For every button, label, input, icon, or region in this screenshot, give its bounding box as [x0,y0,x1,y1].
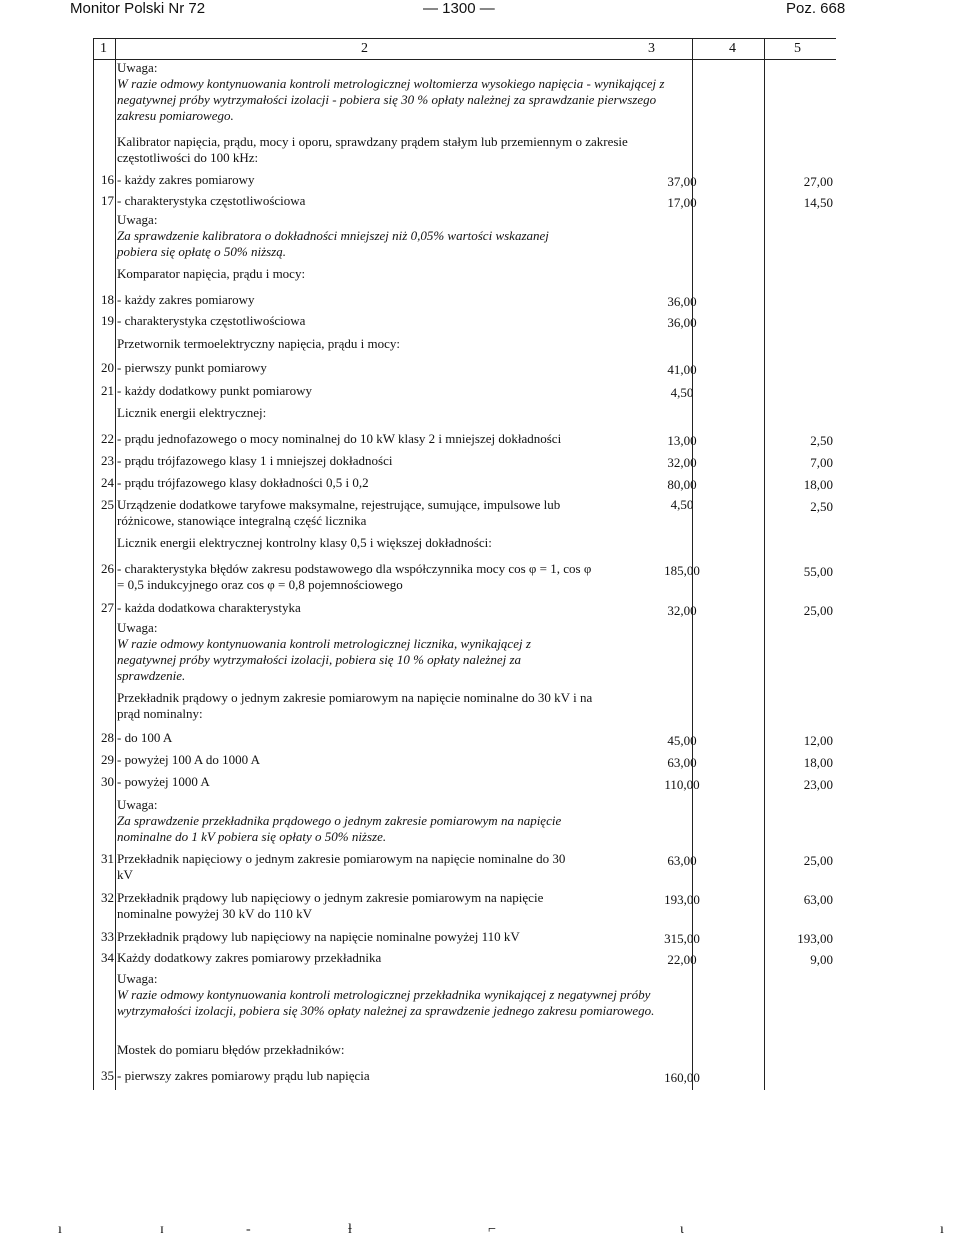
row-number: 32 [101,890,114,905]
fee-col-3: 41,00 [667,362,697,377]
row-number: 28 [101,730,114,745]
row-number: 33 [101,929,114,944]
row-description: - każdy dodatkowy punkt pomiarowy [117,383,312,398]
fee-col-3: 110,00 [664,777,700,792]
fee-col-3: 185,00 [664,563,700,578]
fee-col-3: 80,00 [667,477,697,492]
note-label: Uwaga: [117,971,158,986]
fee-col-5: 7,00 [810,455,833,470]
row-description: - pierwszy zakres pomiarowy prądu lub napięcia [117,1068,370,1083]
row-number: 22 [101,431,114,446]
fee-col-5: 18,00 [803,477,833,492]
column-number-1: 1 [100,41,107,56]
row-description: - do 100 A [117,730,173,745]
row-description: - prądu jednofazowego o mocy nominalnej do 10 kW klasy 2 i mniejszej dokładności [117,431,562,446]
scan-marks [0,1222,960,1238]
note-body: Za sprawdzenie przekładnika prądowego o jednym zakresie pomiarowym na napięcie nominalne do 1 kV pobiera się opłaty o 50% niższe. [117,813,562,844]
fee-col-3: 17,00 [667,195,697,210]
row-description: Przekładnik prądowy lub napięciowy na napięcie nominalne powyżej 110 kV [117,929,520,944]
fee-col-3: 13,00 [667,433,697,448]
row-number: 19 [101,313,114,328]
row-number: 23 [101,453,114,468]
row-number: 35 [101,1068,114,1083]
row-description: - każda dodatkowa charakterystyka [117,600,301,615]
column-number-5: 5 [794,41,801,56]
fee-col-5: 23,00 [803,777,833,792]
fee-col-3: 32,00 [667,455,697,470]
row-number: 18 [101,292,114,307]
row-description: Każdy dodatkowy zakres pomiarowy przekładnika [117,950,382,965]
column-rule [115,38,116,1090]
row-description: - charakterystyka błędów zakresu podstawowego dla współczynnika mocy cos φ = 1, cos φ = 0,5 indukcyjnego oraz cos φ = 0,8 pojemnościowego [117,561,592,592]
section-heading: Licznik energii elektrycznej kontrolny klasy 0,5 i większej dokładności: [117,535,492,550]
fee-col-3: 63,00 [667,755,697,770]
row-number: 21 [101,383,114,398]
row-description: Urządzenie dodatkowe taryfowe maksymalne, rejestrujące, sumujące, impulsowe lub różnicowe, stanowiące integralną część licznika [117,497,561,528]
fee-col-3: 36,00 [667,315,697,330]
section-heading: Kalibrator napięcia, prądu, mocy i oporu, sprawdzany prądem stałym lub przemiennym o zakresie częstotliwości do 100 kHz: [117,134,628,165]
fee-col-3: 193,00 [664,892,700,907]
note-label: Uwaga: [117,212,158,227]
column-number-2: 2 [361,41,368,56]
table-top-rule [93,38,836,39]
section-heading: Mostek do pomiaru błędów przekładników: [117,1042,345,1057]
note-body: W razie odmowy kontynuowania kontroli metrologicznej woltomierza wysokiego napięcia - wynikającej z negatywnej próby wytrzymałości izolacji - pobiera się 30 % opłaty należnej za sprawdzanie pierwszego zakresu pomiarowego. [117,76,665,123]
row-description: Przekładnik napięciowy o jednym zakresie pomiarowym na napięcie nominalne do 30 kV [117,851,566,882]
page-header [0,0,960,22]
fee-col-5: 18,00 [803,755,833,770]
row-number: 30 [101,774,114,789]
row-number: 25 [101,497,114,512]
row-number: 26 [101,561,114,576]
note-label: Uwaga: [117,620,158,635]
column-number-4: 4 [729,41,736,56]
fee-col-5: 14,50 [803,195,833,210]
position-number: Poz. 668 [786,0,846,17]
row-description: - powyżej 100 A do 1000 A [117,752,260,767]
scan-mark: ı [58,1222,62,1237]
section-heading: Licznik energii elektrycznej: [117,405,267,420]
row-description: - każdy zakres pomiarowy [117,292,255,307]
journal-title: Monitor Polski Nr 72 [70,0,206,17]
row-number: 17 [101,193,114,208]
fee-col-5: 27,00 [803,174,833,189]
page-number: — 1300 — [423,0,495,17]
row-description: - charakterystyka częstotliwościowa [117,193,306,208]
fee-col-5: 2,50 [810,433,833,448]
note-label: Uwaga: [117,797,158,812]
row-number: 34 [101,950,114,965]
section-heading: Przekładnik prądowy o jednym zakresie pomiarowym na napięcie nominalne do 30 kV i na prąd nominalny: [117,690,593,721]
row-description: - prądu trójfazowego klasy dokładności 0,5 i 0,2 [117,475,369,490]
note-body: W razie odmowy kontynuowania kontroli metrologicznej licznika, wynikającej z negatywnej próby wytrzymałości izolacji, pobiera się 10 % opłaty należnej za sprawdzenie. [117,636,531,683]
fee-col-5: 55,00 [803,564,833,579]
fee-col-3: 4,50 [670,497,694,512]
row-description: Przekładnik prądowy lub napięciowy o jednym zakresie pomiarowym na napięcie nominalne powyżej 30 kV do 110 kV [117,890,544,921]
fee-col-3: 37,00 [667,174,697,189]
fee-col-5: 12,00 [803,733,833,748]
scan-mark: ɩ [680,1222,684,1237]
column-number-3: 3 [648,41,655,56]
fee-col-3: 4,50 [670,385,694,400]
scan-mark: ɪ [160,1222,164,1237]
note-body: Za sprawdzenie kalibratora o dokładności mniejszej niż 0,05% wartości wskazanej pobiera się opłatę o 50% niższą. [117,228,549,259]
fee-col-3: 160,00 [664,1070,700,1085]
note [117,620,683,684]
row-description: - pierwszy punkt pomiarowy [117,360,267,375]
scan-mark: ‑ [246,1222,251,1237]
row-number: 16 [101,172,114,187]
fee-col-3: 45,00 [667,733,697,748]
fee-col-3: 32,00 [667,603,697,618]
row-number: 24 [101,475,114,490]
row-description: - każdy zakres pomiarowy [117,172,255,187]
fee-col-3: 63,00 [667,853,697,868]
section-heading: Komparator napięcia, prądu i mocy: [117,266,306,281]
row-number: 29 [101,752,114,767]
row-description: - powyżej 1000 A [117,774,210,789]
fee-col-5: 63,00 [803,892,833,907]
scan-mark: ı [940,1222,944,1237]
fee-col-3: 22,00 [667,952,697,967]
fee-col-5: 25,00 [803,603,833,618]
note [117,60,683,124]
row-description: - prądu trójfazowego klasy 1 i mniejszej dokładności [117,453,393,468]
fee-col-5: 9,00 [810,952,833,967]
fee-col-3: 36,00 [667,294,697,309]
scan-mark: ⌐ [488,1222,496,1237]
fee-table [93,38,836,1090]
row-description: - charakterystyka częstotliwościowa [117,313,306,328]
row-number: 27 [101,600,114,615]
note [117,212,683,260]
fee-col-5: 25,00 [803,853,833,868]
note [117,971,683,1019]
fee-col-5: 193,00 [797,931,833,946]
section-heading: Przetwornik termoelektryczny napięcia, prądu i mocy: [117,336,401,351]
note [117,797,683,845]
fee-col-3: 315,00 [664,931,700,946]
note-body: W razie odmowy kontynuowania kontroli metrologicznej przekładnika wynikającej z negatywnej próby wytrzymałości izolacji, pobiera się 30% opłaty należnej za sprawdzenie jednego zakresu pomiarowego. [117,987,655,1018]
row-number: 20 [101,360,114,375]
row-number: 31 [101,851,114,866]
scan-mark: ƚ [348,1222,352,1237]
fee-col-5: 2,50 [810,499,833,514]
note-label: Uwaga: [117,60,158,75]
